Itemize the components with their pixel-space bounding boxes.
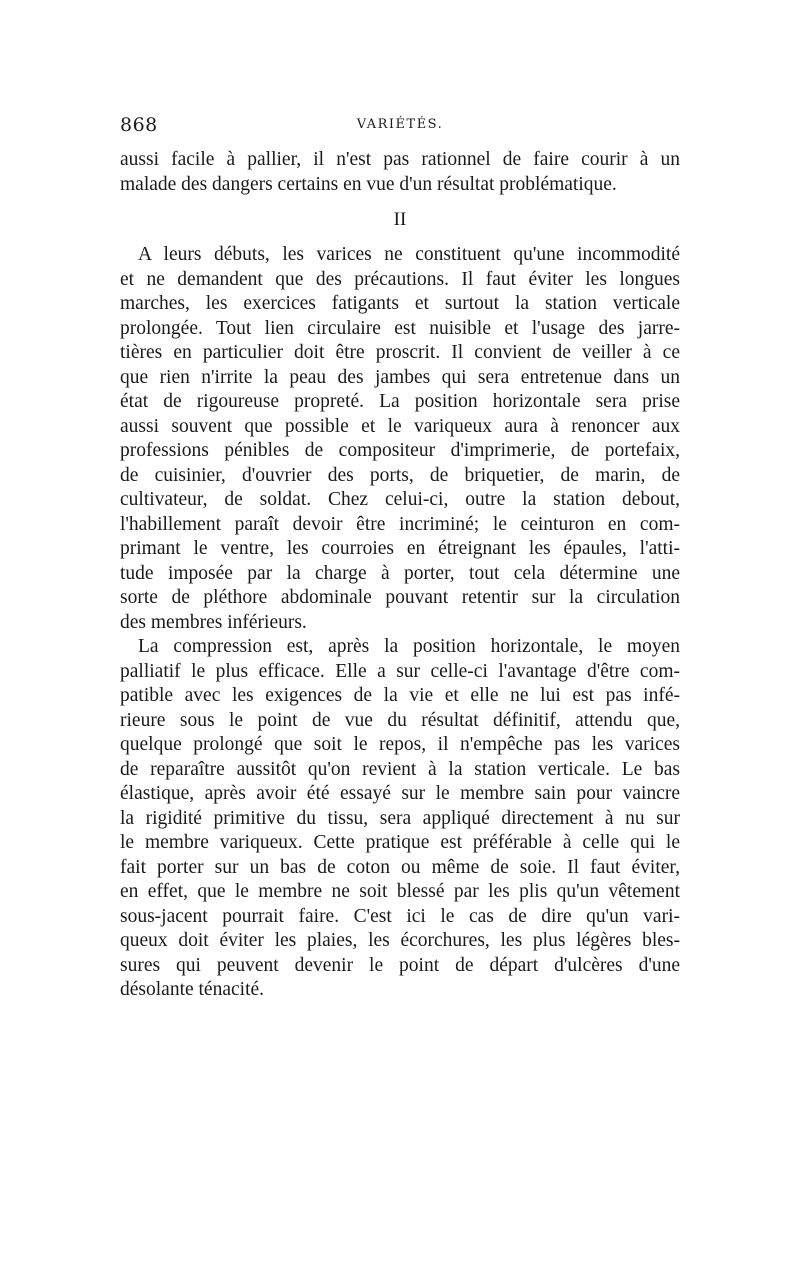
text-line: aussi souvent que possible et le variqueux aura à renoncer aux xyxy=(120,415,680,437)
text-line: aussi facile à pallier, il n'est pas rationnel de faire courir à un xyxy=(120,149,680,170)
text-line: en effet, que le membre ne soit blessé par les plis qu'un vêtement xyxy=(120,881,680,902)
text-line: palliatif le plus efficace. Elle a sur celle-ci l'avantage d'être com- xyxy=(120,660,680,682)
text-line: rieure sous le point de vue du résultat définitif, attendu que, xyxy=(120,709,680,731)
text-line: sous-jacent pourrait faire. C'est ici le cas de dire qu'un vari- xyxy=(120,905,680,927)
paragraph-continued xyxy=(120,148,680,197)
text-line: l'habillement paraît devoir être incriminé; le ceinturon en com- xyxy=(120,513,680,535)
running-head: VARIÉTÉS. xyxy=(356,117,444,132)
text-line: tude imposée par la charge à porter, tout cela détermine une xyxy=(120,562,680,584)
paragraph-varices-debut xyxy=(120,243,680,635)
text-line: sures qui peuvent devenir le point de départ d'ulcères d'une xyxy=(120,954,680,976)
text-line: tières en particulier doit être proscrit. Il convient de veiller à ce xyxy=(120,342,680,363)
text-line: A leurs débuts, les varices ne constituent qu'une incommodité xyxy=(138,244,680,265)
body-text xyxy=(120,148,680,1003)
text-line: malade des dangers certains en vue d'un résultat problématique. xyxy=(120,173,617,195)
text-line: élastique, après avoir été essayé sur le membre sain pour vaincre xyxy=(120,783,680,804)
text-line: le membre variqueux. Cette pratique est préférable à celle qui le xyxy=(120,832,680,853)
page-header xyxy=(120,114,680,140)
text-line: de cuisinier, d'ouvrier des ports, de briquetier, de marin, de xyxy=(120,464,680,486)
text-line: prolongée. Tout lien circulaire est nuisible et l'usage des jarre- xyxy=(120,317,680,339)
text-line: que rien n'irrite la peau des jambes qui sera entretenue dans un xyxy=(120,366,680,388)
text-line: désolante ténacité. xyxy=(120,979,265,1000)
text-line: professions pénibles de compositeur d'imprimerie, de portefaix, xyxy=(120,440,680,461)
text-line: La compression est, après la position horizontale, le moyen xyxy=(138,636,680,657)
text-line: cultivateur, de soldat. Chez celui-ci, outre la station debout, xyxy=(120,489,680,510)
text-line: marches, les exercices fatigants et surtout la station verticale xyxy=(120,293,680,314)
text-line: fait porter sur un bas de coton ou même de soie. Il faut éviter, xyxy=(120,856,680,878)
text-line: la rigidité primitive du tissu, sera appliqué directement à nu sur xyxy=(120,807,680,829)
text-line: état de rigoureuse propreté. La position horizontale sera prise xyxy=(120,391,680,412)
text-line: patible avec les exigences de la vie et elle ne lui est pas infé- xyxy=(120,685,680,706)
text-line: de reparaître aussitôt qu'on revient à la station verticale. Le bas xyxy=(120,758,680,780)
paragraph-compression xyxy=(120,635,680,1003)
text-line: primant le ventre, les courroies en étreignant les épaules, l'atti- xyxy=(120,538,680,559)
text-line: sorte de pléthore abdominale pouvant retentir sur la circulation xyxy=(120,587,680,608)
text-line: des membres inférieurs. xyxy=(120,611,307,633)
text-line: queux doit éviter les plaies, les écorchures, les plus légères bles- xyxy=(120,930,680,951)
page-number: 868 xyxy=(120,114,158,136)
text-line: quelque prolongé que soit le repos, il n'empêche pas les varices xyxy=(120,734,680,755)
text-line: et ne demandent que des précautions. Il faut éviter les longues xyxy=(120,268,680,290)
section-number: II xyxy=(393,209,407,230)
